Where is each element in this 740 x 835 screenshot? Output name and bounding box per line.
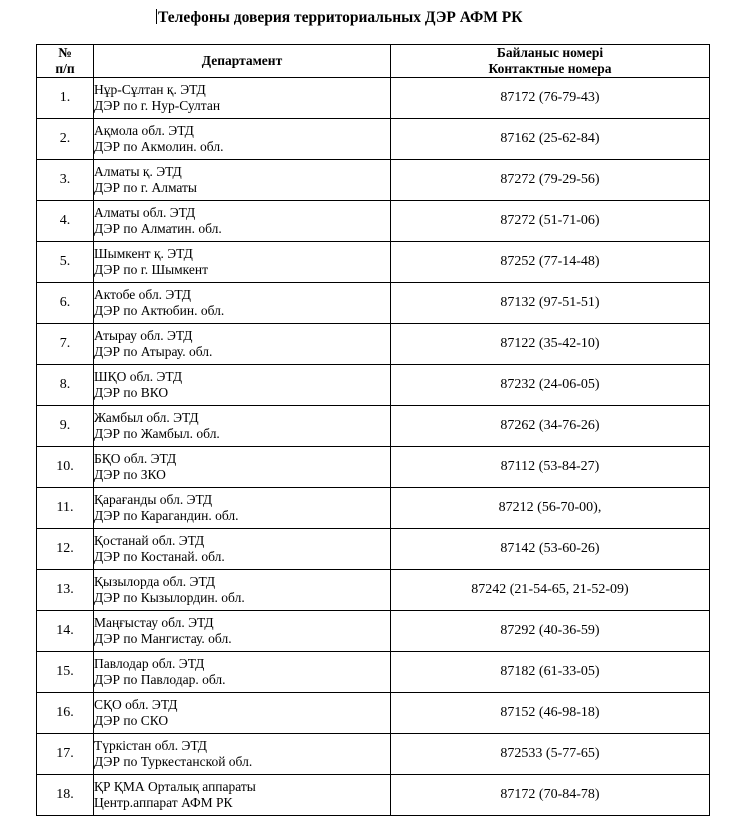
row-department-line1: Атырау обл. ЭТД (94, 327, 193, 343)
row-phone: 87232 (24-06-05) (391, 365, 710, 406)
row-number: 1. (37, 78, 94, 119)
row-department-line2: ДЭР по ЗКО (94, 467, 166, 482)
row-number: 7. (37, 324, 94, 365)
row-department-line2: ДЭР по СКО (94, 713, 169, 728)
row-number: 18. (37, 775, 94, 816)
row-department (94, 365, 391, 406)
table-header-row (37, 45, 710, 78)
row-number: 9. (37, 406, 94, 447)
row-phone: 87272 (79-29-56) (391, 160, 710, 201)
row-number: 16. (37, 693, 94, 734)
row-department-line2: ДЭР по Алматин. обл. (94, 221, 222, 236)
row-department (94, 488, 391, 529)
row-department-line1: Алматы қ. ЭТД (94, 163, 182, 179)
row-department-line1: СҚО обл. ЭТД (94, 696, 178, 712)
row-phone: 87122 (35-42-10) (391, 324, 710, 365)
row-phone: 872533 (5-77-65) (391, 734, 710, 775)
table-row (37, 529, 710, 570)
column-header-phone (391, 45, 710, 78)
row-phone: 87172 (76-79-43) (391, 78, 710, 119)
row-department (94, 693, 391, 734)
row-number: 3. (37, 160, 94, 201)
row-department (94, 775, 391, 816)
row-phone: 87182 (61-33-05) (391, 652, 710, 693)
row-department (94, 652, 391, 693)
table-row (37, 447, 710, 488)
row-department (94, 119, 391, 160)
table-body (37, 78, 710, 816)
row-department-line2: ДЭР по Кызылордин. обл. (94, 590, 245, 605)
row-department-line2: ДЭР по Актюбин. обл. (94, 303, 225, 318)
row-department (94, 160, 391, 201)
row-department (94, 324, 391, 365)
row-department (94, 283, 391, 324)
row-department-line2: ДЭР по Акмолин. обл. (94, 139, 224, 154)
row-department-line1: Ақмола обл. ЭТД (94, 122, 194, 138)
row-department-line2: ДЭР по Карагандин. обл. (94, 508, 239, 523)
row-department-line1: Қостанай обл. ЭТД (94, 532, 205, 548)
row-department (94, 201, 391, 242)
row-department (94, 78, 391, 119)
text-caret (156, 9, 157, 24)
table-row (37, 365, 710, 406)
row-department-line2: ДЭР по ВКО (94, 385, 169, 400)
row-department-line1: ҚР ҚМА Орталық аппараты (94, 778, 256, 794)
row-department-line1: Шымкент қ. ЭТД (94, 245, 193, 261)
row-phone: 87172 (70-84-78) (391, 775, 710, 816)
row-department-line2: ДЭР по Туркестанской обл. (94, 754, 253, 769)
row-department-line2: ДЭР по Павлодар. обл. (94, 672, 226, 687)
page-title-text: Телефоны доверия территориальных ДЭР АФМ РК (158, 9, 523, 26)
row-department (94, 406, 391, 447)
row-department (94, 447, 391, 488)
table-row (37, 160, 710, 201)
row-department-line1: Қызылорда обл. ЭТД (94, 573, 216, 589)
table-row (37, 611, 710, 652)
row-number: 13. (37, 570, 94, 611)
table-row (37, 78, 710, 119)
row-department-line2: ДЭР по Мангистау. обл. (94, 631, 232, 646)
row-phone: 87272 (51-71-06) (391, 201, 710, 242)
row-department-line2: ДЭР по Атырау. обл. (94, 344, 213, 359)
column-header-phone-line2: Контактные номера (488, 61, 612, 76)
row-number: 4. (37, 201, 94, 242)
row-phone: 87132 (97-51-51) (391, 283, 710, 324)
row-department-line2: ДЭР по г. Алматы (94, 180, 198, 195)
page-title (156, 8, 716, 28)
row-department-line2: ДЭР по Жамбыл. обл. (94, 426, 220, 441)
row-phone: 87292 (40-36-59) (391, 611, 710, 652)
row-department-line1: Актобе обл. ЭТД (94, 286, 191, 302)
row-number: 12. (37, 529, 94, 570)
row-phone: 87142 (53-60-26) (391, 529, 710, 570)
row-department-line1: Алматы обл. ЭТД (94, 204, 196, 220)
row-number: 10. (37, 447, 94, 488)
row-number: 15. (37, 652, 94, 693)
column-header-number (37, 45, 94, 78)
table-row (37, 652, 710, 693)
row-phone: 87162 (25-62-84) (391, 119, 710, 160)
row-department-line1: БҚО обл. ЭТД (94, 450, 177, 466)
row-number: 11. (37, 488, 94, 529)
table-row (37, 734, 710, 775)
row-phone: 87212 (56-70-00), (391, 488, 710, 529)
table-row (37, 119, 710, 160)
table-header (37, 45, 710, 78)
table-row (37, 488, 710, 529)
row-phone: 87262 (34-76-26) (391, 406, 710, 447)
row-department (94, 734, 391, 775)
table-row (37, 201, 710, 242)
row-department-line1: Нұр-Сұлтан қ. ЭТД (94, 81, 206, 97)
table-row (37, 406, 710, 447)
row-department (94, 529, 391, 570)
row-department-line1: Қарағанды обл. ЭТД (94, 491, 213, 507)
column-header-number-line1: № (58, 45, 72, 60)
row-department-line2: ДЭР по Костанай. обл. (94, 549, 225, 564)
column-header-phone-line1: Байланыс номері (496, 45, 604, 60)
row-department-line1: Павлодар обл. ЭТД (94, 655, 205, 671)
row-phone: 87112 (53-84-27) (391, 447, 710, 488)
column-header-number-line2: п/п (55, 61, 75, 76)
row-department (94, 611, 391, 652)
row-number: 2. (37, 119, 94, 160)
row-department-line1: Жамбыл обл. ЭТД (94, 409, 199, 425)
row-department-line2: ДЭР по г. Шымкент (94, 262, 209, 277)
row-number: 5. (37, 242, 94, 283)
row-number: 17. (37, 734, 94, 775)
row-phone: 87152 (46-98-18) (391, 693, 710, 734)
row-department-line1: Түркістан обл. ЭТД (94, 737, 207, 753)
table-row (37, 242, 710, 283)
row-department-line1: ШҚО обл. ЭТД (94, 368, 183, 384)
row-department-line2: Центр.аппарат АФМ РК (94, 795, 233, 810)
row-phone: 87242 (21-54-65, 21-52-09) (391, 570, 710, 611)
row-number: 14. (37, 611, 94, 652)
table-row (37, 693, 710, 734)
phones-table (36, 44, 710, 816)
row-department (94, 570, 391, 611)
row-phone: 87252 (77-14-48) (391, 242, 710, 283)
table-row (37, 775, 710, 816)
row-department-line2: ДЭР по г. Нур-Султан (94, 98, 221, 113)
column-header-department: Департамент (94, 45, 391, 78)
row-department (94, 242, 391, 283)
table-row (37, 570, 710, 611)
row-number: 8. (37, 365, 94, 406)
table-row (37, 283, 710, 324)
row-department-line1: Маңғыстау обл. ЭТД (94, 614, 214, 630)
row-number: 6. (37, 283, 94, 324)
table-row (37, 324, 710, 365)
